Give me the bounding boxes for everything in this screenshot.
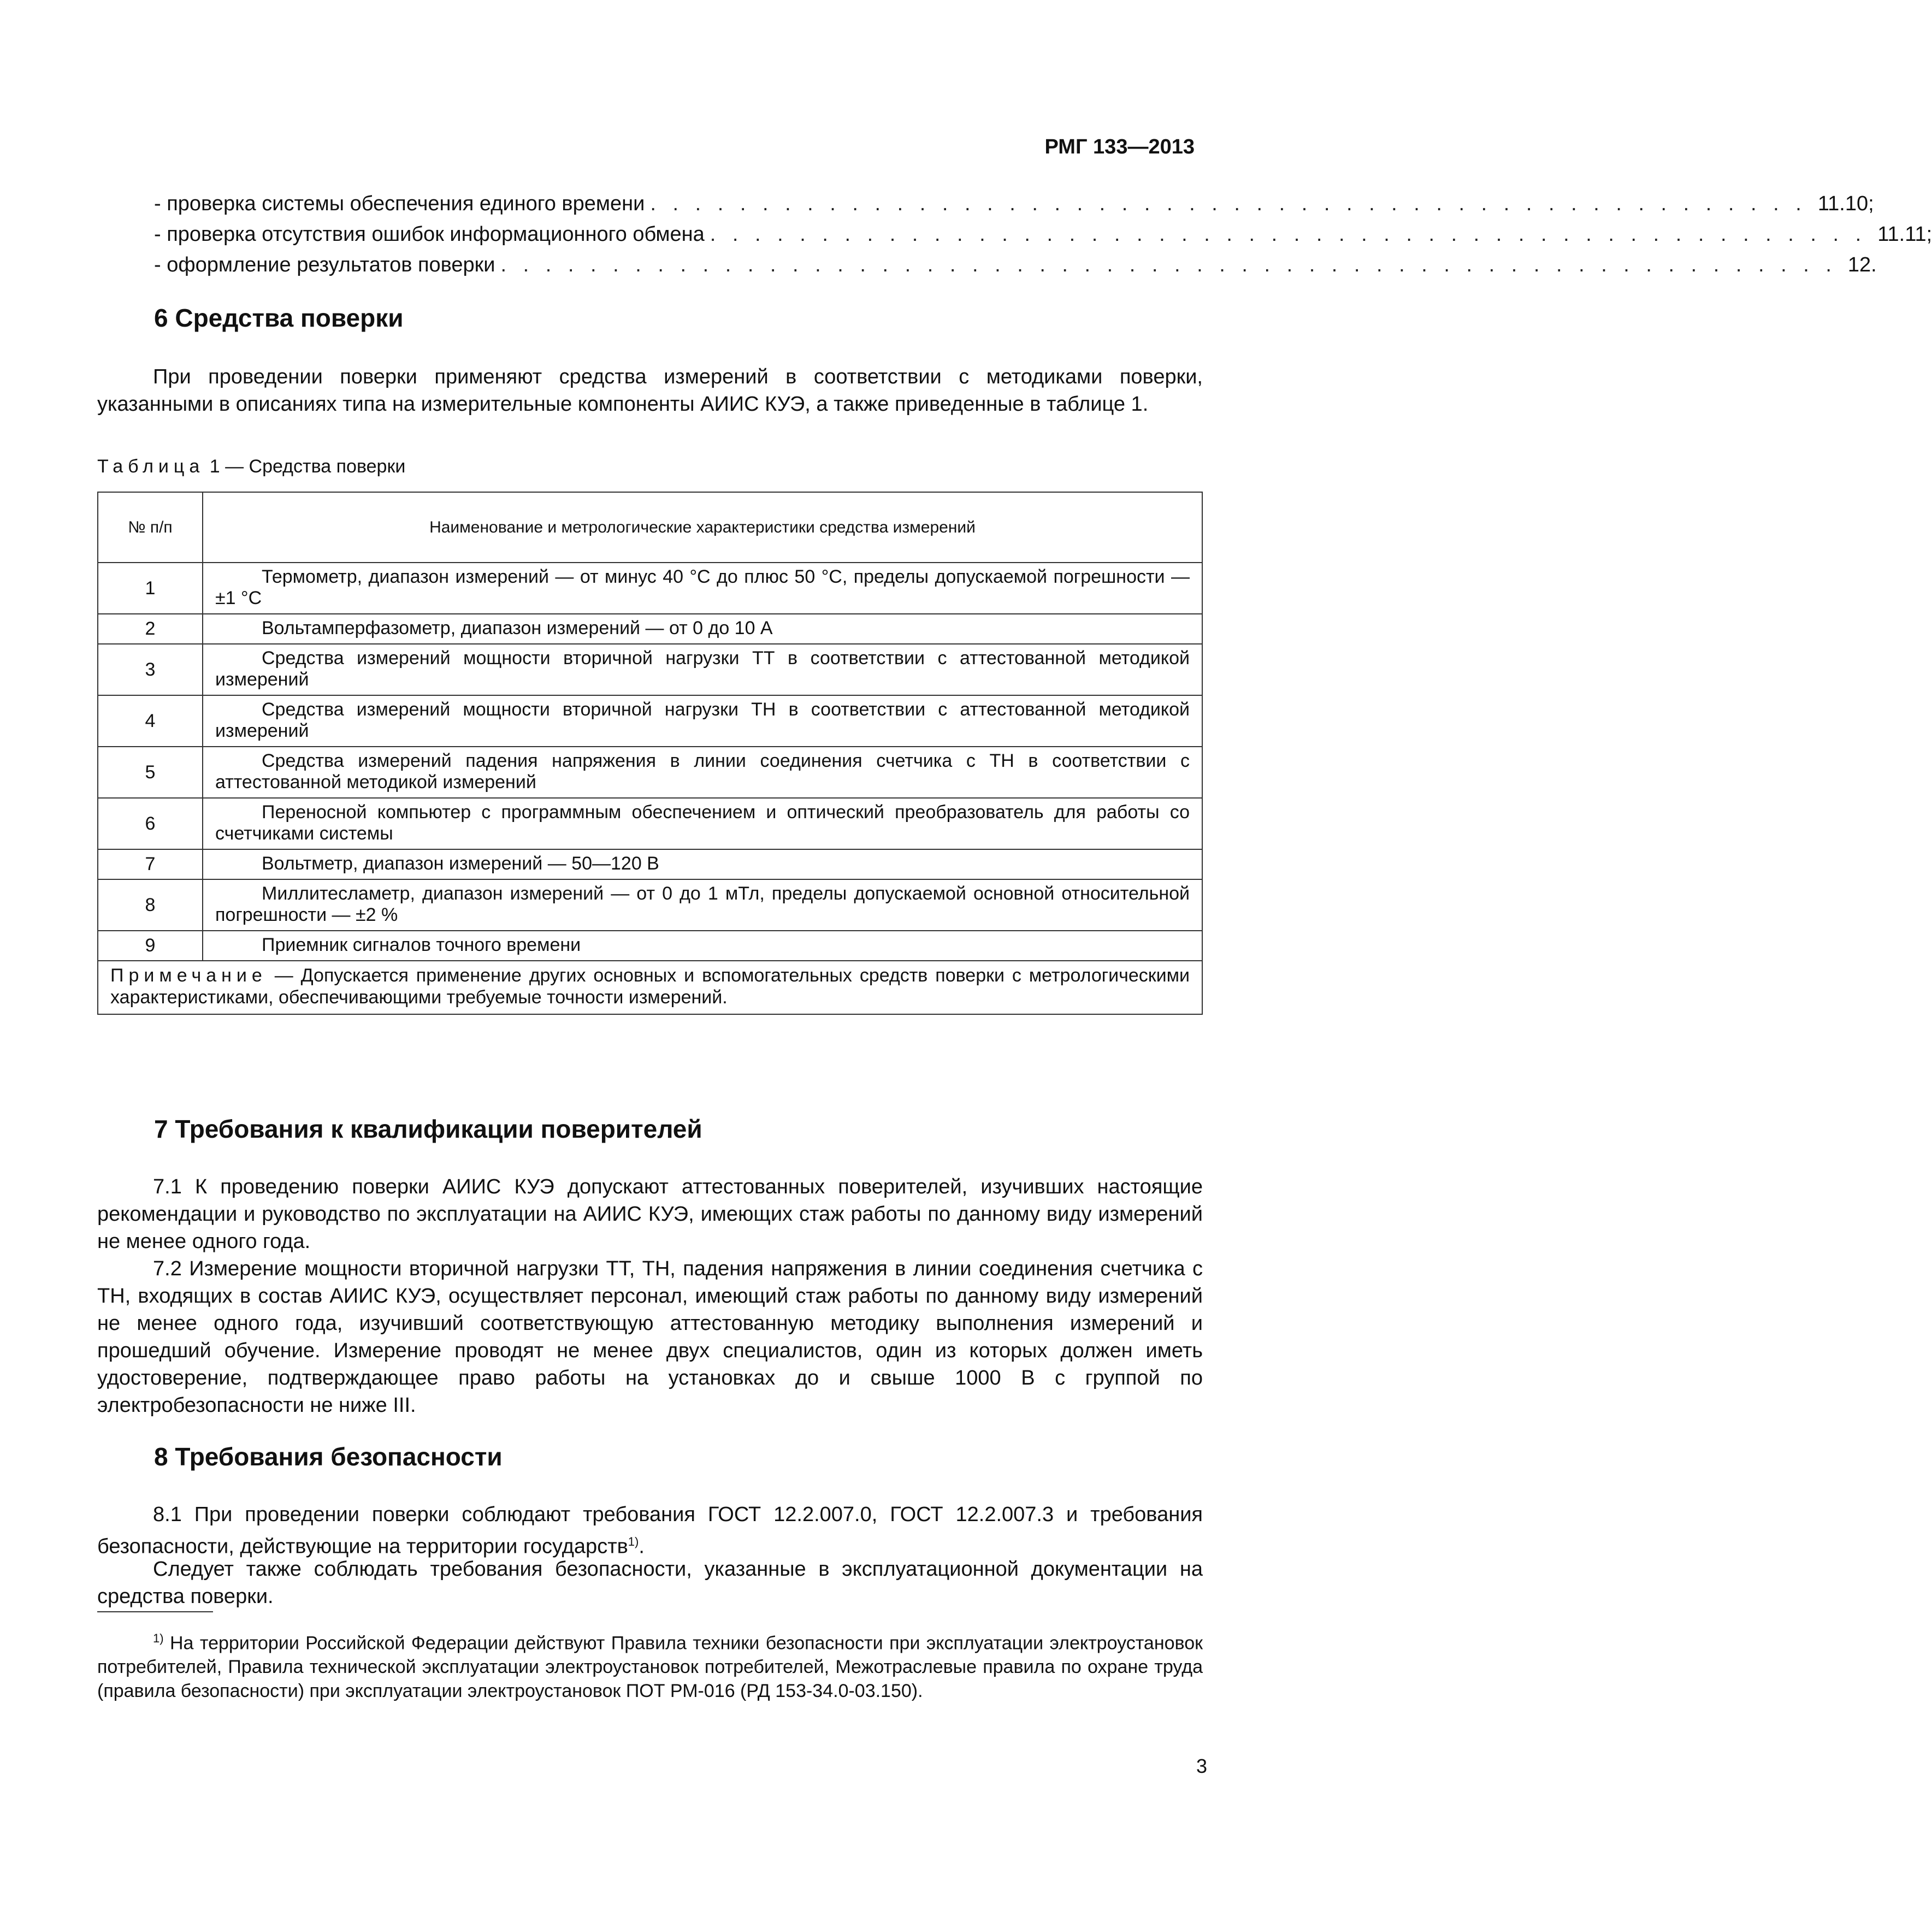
footnote [97,1627,1203,1703]
row-number: 2 [98,614,203,644]
header-description: Наименование и метрологические характеристики средства измерений [203,492,1202,563]
toc-leader-dots: . . . . . . . . . . . . . . . . . . . . . . . . . . . . . . . . . . . . . . . . . . . . . . . . . . . . [710,223,1867,246]
row-number: 8 [98,879,203,931]
toc-item [154,253,1877,284]
row-description [203,798,1202,849]
row-description [203,563,1202,614]
toc-item-ref: 11.10; [1817,192,1874,215]
section-7-paragraph-2: 7.2 Измерение мощности вторичной нагрузки ТТ, ТН, падения напряжения в линии соединения счетчика с ТН, входящих в состав АИИС КУЭ, осуществляет персонал, имеющий стаж работы по данному виду измерений не менее одного года, изучивший соответствующую аттестованную методику выполнения измерений и прошедший обучение. Измерение проводят не менее двух специалистов, один из которых должен иметь удостоверение, подтверждающее право работы на установках до и свыше 1000 В с группой по электробезопасности не ниже III. [97,1257,1203,1417]
table-row [98,563,1202,614]
toc-item-text: - проверка системы обеспечения единого времени [154,192,645,215]
toc-list [154,192,1932,284]
section-8-paragraph-1-end: . [639,1535,645,1558]
document-code: РМГ 133—2013 [1044,135,1195,158]
toc-item-text: - оформление результатов поверки [154,253,495,276]
toc-item-ref: 11.11; [1877,223,1932,246]
section-6-text: При проведении поверки применяют средства измерений в соответствии с методиками поверки, указанными в описаниях типа на измерительные компоненты АИИС КУЭ, а также приведенные в таблице 1. [97,365,1203,416]
toc-leader-dots: . . . . . . . . . . . . . . . . . . . . . . . . . . . . . . . . . . . . . . . . . . . . . . . . . . . . [650,192,1807,215]
row-description-text: Переносной компьютер с программным обеспечением и оптический преобразователь для работы со счетчиками системы [215,802,1190,844]
row-description [203,931,1202,961]
row-description-text: Средства измерений мощности вторичной нагрузки ТН в соответствии с аттестованной методикой измерений [215,699,1190,741]
table-row [98,644,1202,695]
section-7-paragraph-1: 7.1 К проведению поверки АИИС КУЭ допускают аттестованных поверителей, изучивших настоящие рекомендации и руководство по эксплуатации на АИИС КУЭ, имеющих стаж работы по данному виду измерений не менее одного года. [97,1175,1203,1253]
table-row [98,695,1202,747]
row-number: 4 [98,695,203,747]
table-caption [97,456,405,477]
row-number: 9 [98,931,203,961]
row-description-text: Миллитесламетр, диапазон измерений — от 0 до 1 мТл, пределы допускаемой основной относительной погрешности — ±2 % [215,883,1190,925]
row-number: 1 [98,563,203,614]
row-description-text: Вольтметр, диапазон измерений — 50—120 В [262,853,659,874]
section-6-heading: 6 Средства поверки [154,304,404,332]
toc-item [154,223,1932,253]
row-description-text: Приемник сигналов точного времени [262,935,581,955]
table-note [98,961,1202,1014]
section-8-paragraph-1 [97,1501,1203,1560]
toc-item-text: - проверка отсутствия ошибок информационного обмена [154,223,705,246]
footnote-body [97,1627,1203,1703]
table-caption-label: Таблица [97,456,205,477]
footnote-separator [97,1611,213,1612]
row-description [203,849,1202,879]
section-8-heading: 8 Требования безопасности [154,1442,503,1471]
row-number: 3 [98,644,203,695]
table-row [98,614,1202,644]
table-row [98,849,1202,879]
row-description-text: Вольтамперфазометр, диапазон измерений — от 0 до 10 А [262,618,773,638]
section-8-paragraph-1-text: 8.1 При проведении поверки соблюдают требования ГОСТ 12.2.007.0, ГОСТ 12.2.007.3 и требования безопасности, действующие на территории государств [97,1503,1203,1558]
row-description [203,644,1202,695]
table-note-text: — Допускается применение других основных и вспомогательных средств поверки с метрологическими характеристиками, обеспечивающими требуемые точности измерений. [110,965,1190,1008]
section-8-paragraph-2: Следует также соблюдать требования безопасности, указанные в эксплуатационной документации на средства поверки. [97,1558,1203,1608]
row-description-text: Средства измерений падения напряжения в линии соединения счетчика с ТН в соответствии с аттестованной методикой измерений [215,750,1190,793]
footnote-text: На территории Российской Федерации действуют Правила техники безопасности при эксплуатации электроустановок потребителей, Правила технической эксплуатации электроустановок потребителей, Межотраслевые правила по охране труда (правила безопасности) при эксплуатации электроустановок ПОТ РМ-016 (РД 153-34.0-03.150). [97,1633,1203,1702]
row-description [203,879,1202,931]
toc-leader-dots: . . . . . . . . . . . . . . . . . . . . . . . . . . . . . . . . . . . . . . . . . . . . . . . . . . . . . . . . . . . . [500,253,1837,276]
page-number: 3 [1196,1755,1208,1777]
toc-item-ref: 12. [1847,253,1877,276]
header-number: № п/п [98,492,203,563]
table-row [98,798,1202,849]
row-number: 7 [98,849,203,879]
row-description [203,695,1202,747]
table-row [98,879,1202,931]
row-number: 5 [98,747,203,798]
row-description [203,614,1202,644]
section-7-heading: 7 Требования к квалификации поверителей [154,1115,702,1143]
row-number: 6 [98,798,203,849]
table-row [98,931,1202,961]
row-description [203,747,1202,798]
row-description-text: Средства измерений мощности вторичной нагрузки ТТ в соответствии с аттестованной методикой измерений [215,648,1190,690]
footnote-mark: 1) [153,1631,164,1645]
toc-item [154,192,1874,223]
table-note-label: Примечание [110,965,267,986]
table-caption-title: 1 — Средства поверки [204,456,406,477]
measurement-means-table [97,492,1203,1015]
table-note-row [98,961,1202,1014]
row-description-text: Термометр, диапазон измерений — от минус 40 °С до плюс 50 °С, пределы допускаемой погрешности — ±1 °С [215,566,1190,608]
footnote-reference: 1) [628,1535,639,1548]
table-header-row [98,492,1202,563]
table-row [98,747,1202,798]
